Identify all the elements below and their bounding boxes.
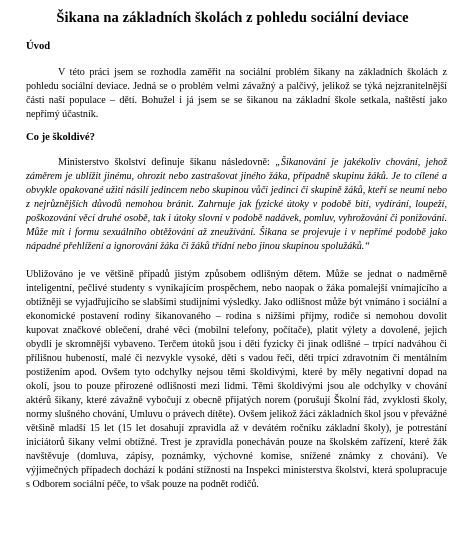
section-heading-intro: Úvod (26, 41, 51, 52)
intro-paragraph: V této práci jsem se rozhodla zaměřit na sociální problém šikany na základních školách z pohledu sociální deviace. Jedná se o problém velmi závažný a palčivý, jelikož se týká nejzranitelnější části naší populace – dětí. Bohužel i já jsem se se šikanou na základní škole setkala, naštěstí jako nepřímý účastník. (26, 67, 447, 121)
document-title: Šikana na základních školách z pohledu sociální deviace (56, 10, 409, 26)
definition-paragraph (26, 156, 447, 254)
body-paragraph: Ubližováno je ve většině případů jistým způsobem odlišným dětem. Může se jednat o nadměrně inteligentní, pečlivé studenty s vynikajícím prospěchem, nebo naopak o žáka pomalejší vnímajícího a obtížněji se vyjadřujícího se slabšími studijními výsledky. Jako odlišnost může být vnímáno i sociální a ekonomické postavení rodiny šikanovaného – rodina s nižšími příjmy, rodiče si nemohou dovolit kupovat značkové oblečení, drahé věci (mobilní telefony, počítače), platit výlety a dovolené, jejich obydlí je skromnější vybaveno. Terčem útoků jsou i děti fyzicky či jinak odlišné – trpící nadváhou či přílišnou hubeností, malé či nezvykle vysoké, děti s vadou řeči, děti trpící zdravotním či mentálním postižením apod. Ovšem tyto odchylky nejsou těmi školdivými, které by měly negativní dopad na okolí, jsou to pouze přirozené odlišnosti mezi lidmi. Těmi školdivými jsou ale odchylky v chování aktérů šikany, které závažně vybočují z obecně přijatých norem (porušují Školní řád, zvyklosti školy, normy slušného chování, Umluvu o právech dítěte). Ovšem jelikož žáci základních škol jsou v převážné většině mladší 15 let (15 let dosahují zpravidla až v devátém ročníku základní školy), je potrestání iniciátorů šikany velmi obtížné. Trest je zpravidla ponecháván pouze na školském zařízení, které žák navštěvuje (domluva, zápisy, poznámky, výchovné komise, snížené známky z chování). Ve výjimečných případech dochází k podání stížnosti na Inspekci ministerstva školství, která spolupracuje s Odborem sociální péče, to však pouze na podnět rodičů. (26, 268, 448, 491)
definition-quote: „Šikanování je jakékoliv chování, jehož záměrem je ublížit jinému, ohrozit nebo zastrašovat jiného žáka, případně skupinu žáků. Je to cílené a obvykle opakované užití násilí jedincem nebo skupinou vůči jedinci či skupině žáků, kteří se neumí nebo z nejrůznějších důvodů nemohou bránit. Zahrnuje jak fyzické útoky v podobě bití, vydírání, loupeží, poškozování věcí druhé osobě, tak i útoky slovní v podobě nadávek, pomluv, vyhrožování či ponižování. Může mít i formu sexuálního obtěžování až zneužívání. Šikana se projevuje i v nepřímé podobě jako nápadné přehlížení a ignorování žáka či žáků třídní nebo jinou skupinou spolužáků.“ (26, 157, 447, 253)
definition-intro: Ministerstvo školství definuje šikanu následovně: (58, 157, 276, 169)
section-heading-deviance: Co je školdivé? (26, 132, 95, 144)
